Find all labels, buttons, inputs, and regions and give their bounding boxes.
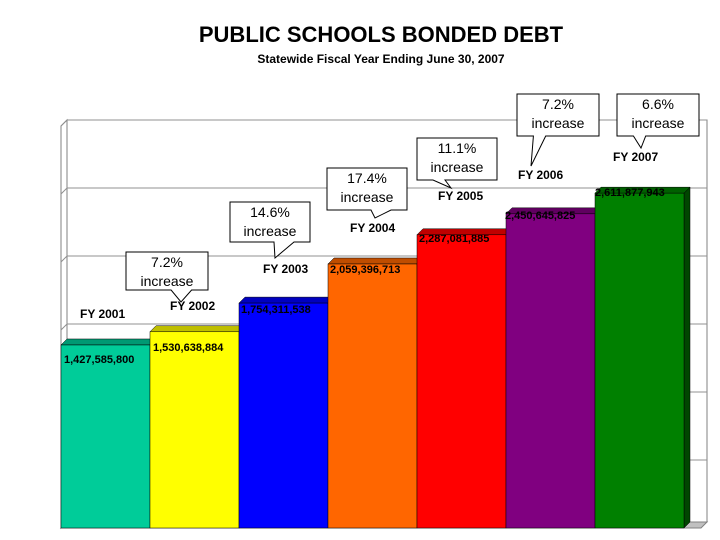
category-label: FY 2003 [263,262,309,276]
category-label: FY 2001 [80,307,126,321]
bar [239,303,328,528]
annotation-text: 7.2% [151,254,183,270]
data-label: 2,450,645,825 [505,210,576,222]
category-label: FY 2004 [350,221,396,235]
data-label: 1,530,638,884 [153,342,224,354]
chart-subtitle: Statewide Fiscal Year Ending June 30, 2007 [257,52,505,66]
bar [150,332,239,528]
annotation-text: increase [140,273,194,289]
category-label: FY 2007 [613,150,659,164]
bar-top [239,297,334,303]
bar [61,345,150,528]
category-label: FY 2005 [438,189,484,203]
data-label: 2,287,081,885 [419,233,490,245]
bar-top [150,326,245,332]
annotation-text: 7.2% [542,96,574,112]
bar-top [61,339,156,345]
data-label: 1,427,585,800 [64,354,135,366]
category-label: FY 2006 [518,168,564,182]
annotation-text: increase [631,115,685,131]
annotation-text: increase [243,223,297,239]
annotation-text: 11.1% [437,140,477,156]
annotation-text: increase [430,159,484,175]
category-label: FY 2002 [170,299,216,313]
bar-side [684,187,690,528]
bar [417,235,506,528]
data-label: 2,611,877,943 [595,187,665,199]
annotation-text: 17.4% [347,170,387,186]
bar [595,193,684,528]
chart-title: PUBLIC SCHOOLS BONDED DEBT [198,22,564,47]
data-label: 2,059,396,713 [330,264,401,276]
bar [506,214,595,528]
data-label: 1,754,311,538 [241,304,311,316]
annotation-text: increase [340,189,394,205]
bar [328,264,417,528]
annotation-text: 6.6% [642,96,674,112]
annotation-text: 14.6% [250,204,290,220]
annotation-text: increase [531,115,585,131]
